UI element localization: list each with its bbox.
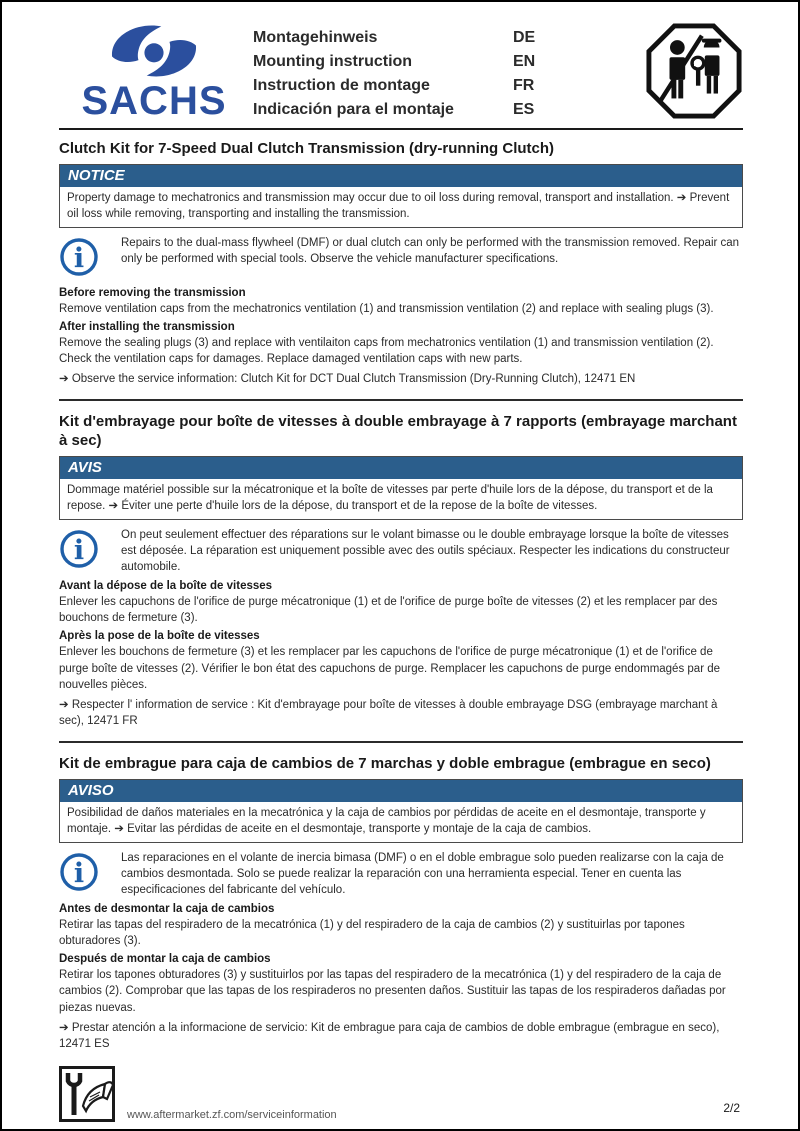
info-block: [59, 527, 743, 575]
info-text: Las reparaciones en el volante de inercia bimasa (DMF) o en el doble embrague solo pueden realizarse con la caja de cambios desmontada. Solo se puede realizar la reparación con una herramienta especial. Tener en cuenta las especificaciones del fabricante del vehículo.: [121, 851, 724, 897]
info-text: On peut seulement effectuer des réparations sur le volant bimasse ou le double embrayage lorsque la boîte de vitesses est déposée. La réparation est uniquement possible avec des outils spéciaux. Respecter les indications du constructeur automobile.: [121, 529, 730, 574]
info-block: [59, 235, 743, 282]
info-icon: [59, 527, 121, 575]
header-title-row: [253, 50, 633, 74]
section-divider: [59, 399, 743, 401]
notice-box: [59, 456, 743, 520]
lang-code-de: DE: [513, 29, 536, 46]
subsection-body: Retirar las tapas del respiradero de la mecatrónica (1) y del respiradero de la caja de cambios (2) y sustituirlas por tapones obturadores (3).: [59, 919, 685, 948]
no-diy-icon: [633, 20, 743, 120]
section-fr: [59, 413, 743, 729]
subsection-body: Retirar los tapones obturadores (3) y sustituirlos por las tapas del respiradero de la mecatrónica (1) y del respiradero de la caja de cambios (2). Comprobar que las tapas de los respiraderos no presenten daños. Sustituir las tapas de los respiraderos dañadas por piezas nuevas.: [59, 969, 726, 1014]
subsection-body: Remove the sealing plugs (3) and replace with ventilaiton caps from mechatronics ventilation (1) and transmission ventilation (2). Check the ventilation caps for damages. Replace damaged ventilation caps with new parts.: [59, 337, 714, 366]
header-title-row: [253, 98, 633, 122]
document-footer: [59, 1066, 743, 1127]
section-en: [59, 140, 743, 387]
notice-text: Property damage to mechatronics and transmission may occur due to oil loss during removal, transport and installation. ➔ Prevent oil loss while removing, transporting and installing the transmission.: [67, 191, 730, 220]
notice-text: Posibilidad de daños materiales en la mecatrónica y la caja de cambios por pérdidas de aceite en el desmontaje, transporte y montaje. ➔ Evitar las pérdidas de aceite en el desmontaje, transporte y montaje de la caja de cambios.: [67, 806, 706, 835]
sachs-swoosh-icon: [108, 20, 200, 82]
header-title-row: [253, 74, 633, 98]
page-number: 2/2: [723, 1101, 740, 1115]
header-title-en: Mounting instruction: [253, 53, 413, 70]
subsection-body: Enlever les bouchons de fermeture (3) et les remplacer par les capuchons de l'orifice de purge mécatronique (1) et de l'orifice de purge boîte de vitesses (2). Vérifier le bon état des capuchons de purge. Remplacer les capuchons de purge endommagés par de nouvelles pièces.: [59, 646, 721, 691]
info-block: [59, 850, 743, 898]
subsection-heading: Después de montar la caja de cambios: [59, 953, 271, 966]
notice-banner: NOTICE: [60, 165, 742, 187]
subsection-heading: Before removing the transmission: [59, 286, 246, 299]
lang-code-fr: FR: [513, 77, 535, 94]
subsection-heading: Antes de desmontar la caja de cambios: [59, 903, 275, 916]
info-text: Repairs to the dual-mass flywheel (DMF) or dual clutch can only be performed with the transmission removed. Repair can only be performed with special tools. Observe the vehicle manufacturer specifications.: [121, 236, 740, 266]
section-divider: [59, 741, 743, 743]
svg-text:i: i: [73, 535, 85, 566]
info-icon: [59, 235, 121, 282]
section-title: Clutch Kit for 7-Speed Dual Clutch Transmission (dry-running Clutch): [59, 140, 555, 157]
subsection-body: Remove ventilation caps from the mechatronics ventilation (1) and transmission ventilation (2) and replace with sealing plugs (3).: [59, 302, 714, 315]
lang-code-en: EN: [513, 53, 536, 70]
notice-box: [59, 779, 743, 843]
header-title-row: [253, 26, 633, 50]
lang-code-es: ES: [513, 101, 535, 118]
svg-text:i: i: [73, 242, 85, 274]
subsection-heading: After installing the transmission: [59, 321, 235, 334]
notice-banner: AVIS: [60, 457, 742, 479]
service-manual-icon: [59, 1066, 117, 1127]
subsection-heading: Avant la dépose de la boîte de vitesses: [59, 580, 273, 593]
sachs-logo: [59, 20, 249, 123]
section-title: Kit de embrague para caja de cambios de 7 marchas y doble embrague (embrague en seco): [59, 754, 711, 772]
subsection-heading: Après la pose de la boîte de vitesses: [59, 630, 260, 643]
info-icon: [59, 850, 121, 898]
svg-text:i: i: [73, 857, 85, 889]
service-info-note: ➔ Observe the service information: Clutch Kit for DCT Dual Clutch Transmission (Dry-Running Clutch), 12471 EN: [59, 373, 636, 386]
service-info-note: ➔ Respecter l' information de service : Kit d'embrayage pour boîte de vitesses à double embrayage DSG (embrayage marchant à sec), 12471 FR: [59, 698, 718, 727]
notice-box: [59, 164, 743, 228]
notice-text: Dommage matériel possible sur la mécatronique et la boîte de vitesses par perte d'huile lors de la dépose, du transport et de la repose. ➔ Éviter une perte d'huile lors de la dépose, du transport et de la repose de la boîte de vitesses.: [67, 483, 713, 512]
section-es: [59, 755, 743, 1052]
header-title-block: [249, 20, 633, 122]
service-url: www.aftermarket.zf.com/serviceinformation: [127, 1108, 337, 1121]
service-info-note: ➔ Prestar atención a la informacione de servicio: Kit de embrague para caja de cambios de doble embrague (embrague en seco), 12471 ES: [59, 1021, 720, 1050]
sachs-wordmark: SACHS: [81, 79, 227, 123]
document-header: [59, 16, 743, 122]
header-title-es: Indicación para el montaje: [253, 101, 454, 118]
header-divider: [59, 128, 743, 130]
subsection-body: Enlever les capuchons de l'orifice de purge mécatronique (1) et de l'orifice de purge boîte de vitesses (2) et les remplacer par des bouchons de fermeture (3).: [59, 596, 718, 625]
notice-banner: AVISO: [60, 780, 742, 802]
section-title: Kit d'embrayage pour boîte de vitesses à double embrayage à 7 rapports (embrayage marchant à sec): [59, 413, 737, 450]
header-title-de: Montagehinweis: [253, 29, 378, 46]
header-title-fr: Instruction de montage: [253, 77, 430, 94]
